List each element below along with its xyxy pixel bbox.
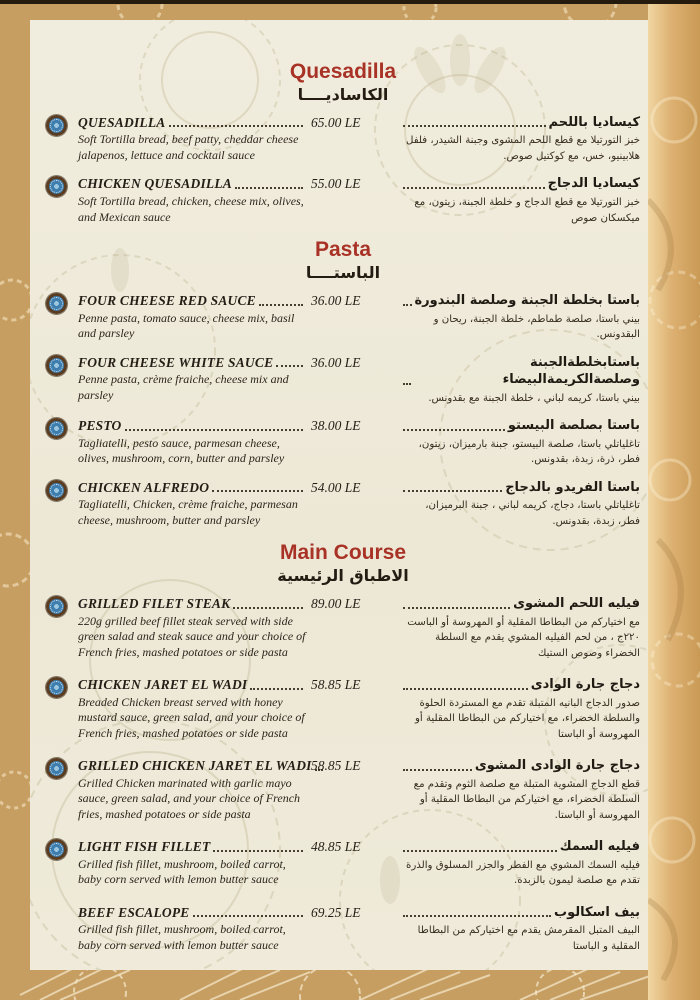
section-title-en: Quesadilla (289, 60, 397, 83)
section-title-en: Pasta (314, 238, 372, 262)
icon-cell (46, 479, 70, 501)
item-english-block (70, 354, 306, 403)
item-name-ar: باستا الفريدو بالدجاج (505, 479, 640, 495)
item-name-en: CHICKEN ALFREDO (78, 479, 210, 495)
menu-item-row (46, 114, 640, 165)
item-name-ar: دجاج جارة الوادى المشوى (474, 758, 640, 774)
restaurant-seal-icon (46, 293, 67, 314)
item-arabic-title-row (400, 175, 640, 193)
dotted-leader (403, 850, 557, 852)
item-arabic-block (378, 114, 640, 165)
item-arabic-title-row (400, 838, 640, 856)
restaurant-seal-icon (46, 596, 67, 617)
menu-section-main-course (46, 541, 640, 954)
item-english-block (70, 479, 306, 528)
item-arabic-title-row (400, 676, 640, 694)
menu-item-row (46, 292, 640, 343)
item-desc-en: Breaded Chicken breast served with honey mustard sauce, green salad, and your choice of French fries, mashed potatoes or side pasta (78, 694, 305, 740)
item-arabic-block (378, 904, 640, 955)
item-arabic-block (378, 757, 640, 823)
item-english-title-row (78, 757, 312, 775)
section-title-ar: الباستــــا (305, 263, 381, 283)
item-arabic-title-row (400, 757, 640, 775)
item-desc-ar: قطع الدجاج المشوية المتبلة مع صلصة الثوم وتقدم مع السلطة الخضراء، مع اختياركم من البطاطا المقلية أو المهروسة أو الباستا. (413, 778, 640, 821)
item-arabic-block (378, 838, 640, 889)
item-price: 58.85 LE (311, 677, 361, 693)
item-english-title-row (78, 904, 306, 922)
item-name-ar: بيف اسكالوب (554, 904, 640, 920)
menu-item-row (46, 417, 640, 468)
section-title-ar: الاطباق الرئيسية (277, 566, 409, 586)
gold-side-band (648, 0, 700, 1000)
dotted-leader (125, 429, 303, 431)
dotted-leader (403, 915, 551, 917)
menu-sections (46, 60, 640, 954)
restaurant-seal-icon (46, 480, 67, 501)
menu-item-row (46, 354, 640, 407)
restaurant-seal-icon (46, 176, 67, 197)
item-name-ar: باستابخلطةالجبنة وصلصةالكريمةالبيضاء (502, 354, 640, 388)
item-english-title-row (78, 595, 306, 613)
restaurant-seal-icon (46, 839, 67, 860)
section-header (46, 541, 640, 587)
item-desc-ar: بيني باستا، صلصة طماطم، خلطة الجبنة، ريحان و البقدونس. (433, 313, 640, 341)
dotted-leader (212, 490, 303, 492)
item-price: 89.00 LE (311, 596, 361, 612)
item-desc-ar: البيف المتبل المقرمش يقدم مع اختياركم من البطاطا المقلية و الباستا (417, 925, 640, 952)
item-arabic-block (378, 479, 640, 530)
item-desc-ar: مع اختياركم من البطاطا المقلية أو المهروسة أو الباست ٢٢٠ج ، من لحم الفيليه المشوي يقدم مع السلطة الخضراء وصوص الستيك (407, 616, 640, 659)
item-price: 55.00 LE (311, 176, 361, 192)
restaurant-seal-icon (46, 355, 67, 376)
dotted-leader (403, 490, 502, 492)
item-arabic-block (378, 676, 640, 742)
item-desc-ar: فيليه السمك المشوي مع الفطر والجزر المسلوق والذرة تقدم مع صلصة ليمون بالزبدة. (406, 859, 640, 887)
item-name-en: CHICKEN JARET EL WADI (78, 677, 248, 693)
item-arabic-block (378, 595, 640, 661)
dotted-leader (403, 304, 412, 306)
restaurant-seal-icon (46, 758, 67, 779)
item-arabic-block (378, 175, 640, 226)
item-english-block (70, 595, 306, 660)
item-name-en: CHICKEN QUESADILLA (78, 176, 233, 192)
item-arabic-title-row (400, 595, 640, 613)
menu-item-row (46, 904, 640, 955)
menu-item-row (46, 676, 640, 742)
restaurant-seal-icon (46, 677, 67, 698)
menu-item-row (46, 838, 640, 889)
dotted-leader (193, 915, 303, 917)
item-desc-en: Soft Tortilla bread, beef patty, cheddar cheese jalapenos, lettuce and cocktail sauce (78, 132, 299, 162)
menu-section-pasta (46, 238, 640, 529)
dotted-leader (403, 688, 528, 690)
item-desc-ar: خبز التورتيلا مع قطع الدجاج و خلطة الجبنة، زيتون، مع ميكسكان صوص (414, 197, 640, 224)
item-arabic-title-row (400, 354, 640, 389)
icon-cell (46, 175, 70, 197)
section-header (46, 60, 640, 106)
item-name-ar: كيساديا الدجاج (547, 176, 640, 192)
dotted-leader (403, 383, 411, 385)
item-english-title-row (78, 676, 306, 694)
icon-cell (46, 114, 70, 136)
section-title-en: Main Course (279, 541, 407, 565)
section-title-ar: الكاساديــــا (297, 85, 389, 105)
item-price: 69.25 LE (311, 904, 361, 920)
item-english-block (70, 676, 306, 741)
item-english-block (70, 904, 306, 953)
item-english-title-row (78, 417, 306, 435)
dotted-leader (233, 607, 303, 609)
item-price: 38.00 LE (311, 418, 361, 434)
item-english-block (70, 175, 306, 224)
icon-cell (46, 757, 70, 779)
section-items (46, 595, 640, 954)
item-arabic-title-row (400, 292, 640, 310)
item-desc-en: Grilled fish fillet, mushroom, boiled carrot, baby corn served with lemon butter sauce (78, 856, 286, 887)
restaurant-seal-icon (46, 418, 67, 439)
icon-cell (46, 676, 70, 698)
icon-cell (46, 354, 70, 376)
icon-cell (46, 838, 70, 860)
dotted-leader (276, 365, 303, 367)
dotted-leader (403, 607, 510, 609)
item-name-ar: فيليه السمك (559, 839, 640, 855)
item-desc-en: Penne pasta, tomato sauce, cheese mix, basil and parsley (78, 310, 295, 340)
item-arabic-title-row (400, 114, 640, 132)
dotted-leader (235, 187, 303, 189)
item-desc-en: 220g grilled beef fillet steak served with side green salad and steak sauce and your choice of French fries, mashed potatoes or side pasta (78, 613, 306, 659)
item-english-block (70, 292, 306, 341)
item-desc-ar: تاغلياتلي باستا، دجاج، كريمه لباني ، جبنة البرميزان، فطر، زبدة، بقدونس. (425, 500, 640, 527)
item-desc-en: Soft Tortilla bread, chicken, cheese mix, olives, and Mexican sauce (78, 194, 304, 224)
item-arabic-block (378, 354, 640, 407)
menu-section-quesadilla (46, 60, 640, 226)
menu-paper (30, 20, 648, 970)
item-name-en: GRILLED FILET STEAK (78, 596, 231, 612)
item-arabic-title-row (400, 904, 640, 922)
item-price: 36.00 LE (311, 292, 361, 308)
menu-item-row (46, 175, 640, 226)
item-name-ar: كيساديا باللحم (548, 114, 640, 130)
item-price: 48.85 LE (311, 839, 361, 855)
item-name-en: FOUR CHEESE WHITE SAUCE (78, 354, 274, 370)
item-desc-ar: تاغلياتلي باستا، صلصة البيستو، جبنة بارميزان، زيتون، فطر، ذرة، زبدة، بقدونس. (418, 438, 640, 466)
dotted-leader (259, 304, 303, 306)
dotted-leader (403, 187, 545, 189)
dotted-leader (403, 429, 505, 431)
icon-cell (46, 595, 70, 617)
item-name-en: PESTO (78, 418, 122, 434)
icon-cell (46, 417, 70, 439)
dotted-leader (403, 769, 472, 771)
dotted-leader (213, 850, 303, 852)
item-english-title-row (78, 175, 306, 193)
item-english-title-row (78, 479, 306, 497)
item-desc-ar: خبز التورتيلا مع قطع اللحم المشوى وجبنة الشيدر، فلفل هلابينيو، خس، مع كوكتيل صوص. (405, 135, 640, 162)
item-desc-en: Tagliatelli, Chicken, crème fraiche, parmesan cheese, mushroom, butter and parsley (78, 497, 298, 527)
item-name-ar: دجاج جارة الوادى (530, 677, 640, 693)
menu-item-row (46, 595, 640, 661)
item-arabic-title-row (400, 479, 640, 497)
item-english-title-row (78, 354, 306, 372)
icon-cell (46, 904, 70, 926)
item-english-title-row (78, 838, 306, 856)
gold-band-swirl-graphic (648, 0, 700, 1000)
item-name-ar: باستا بخلطة الجبنة وصلصة البندورة (414, 292, 640, 308)
section-header (46, 238, 640, 284)
item-english-block (70, 838, 306, 887)
item-name-ar: فيليه اللحم المشوى (513, 596, 640, 612)
item-desc-en: Tagliatelli, pesto sauce, parmesan cheese, olives, mushroom, corn, butter and parsley (78, 435, 285, 466)
item-desc-en: Grilled Chicken marinated with garlic mayo sauce, green salad, and your choice of French fries, mashed potatoes or side pasta (78, 775, 301, 821)
item-price: 65.00 LE (311, 114, 361, 130)
item-price: 58.85 LE (311, 758, 361, 774)
item-english-block (70, 114, 306, 163)
item-price: 54.00 LE (311, 479, 361, 495)
dotted-leader (250, 688, 303, 690)
dotted-leader (169, 125, 303, 127)
item-english-block (70, 757, 312, 822)
menu-item-row (46, 479, 640, 530)
item-arabic-block (378, 417, 640, 468)
item-desc-ar: صدور الدجاج البانيه المتبلة تقدم مع المستردة الحلوة والسلطة الخضراء، مع اختياركم من البطاطا المقلية أو المهروسة أو الباستا (414, 697, 640, 740)
item-name-en: GRILLED CHICKEN JARET EL WADI (78, 758, 312, 774)
item-name-en: LIGHT FISH FILLET (78, 839, 211, 855)
item-arabic-title-row (400, 417, 640, 435)
section-items (46, 292, 640, 529)
item-name-en: QUESADILLA (78, 114, 166, 130)
item-name-en: BEEF ESCALOPE (78, 904, 190, 920)
item-arabic-block (378, 292, 640, 343)
item-name-ar: باستا بصلصة البيستو (507, 418, 640, 434)
item-desc-en: Penne pasta, crème fraiche, cheese mix and parsley (78, 372, 289, 402)
icon-cell (46, 292, 70, 314)
item-name-en: FOUR CHEESE RED SAUCE (78, 292, 256, 308)
item-english-title-row (78, 114, 306, 132)
item-english-block (70, 417, 306, 466)
item-price: 36.00 LE (311, 354, 361, 370)
item-desc-ar: بيني باستا، كريمه لباني ، خلطة الجبنة مع بقدونس. (428, 392, 640, 404)
restaurant-seal-icon (46, 115, 67, 136)
menu-item-row (46, 757, 640, 823)
section-items (46, 114, 640, 226)
dotted-leader (403, 125, 546, 127)
item-english-title-row (78, 292, 306, 310)
item-desc-en: Grilled fish fillet, mushroom, boiled carrot, baby corn served with lemon butter sauce (78, 922, 286, 952)
